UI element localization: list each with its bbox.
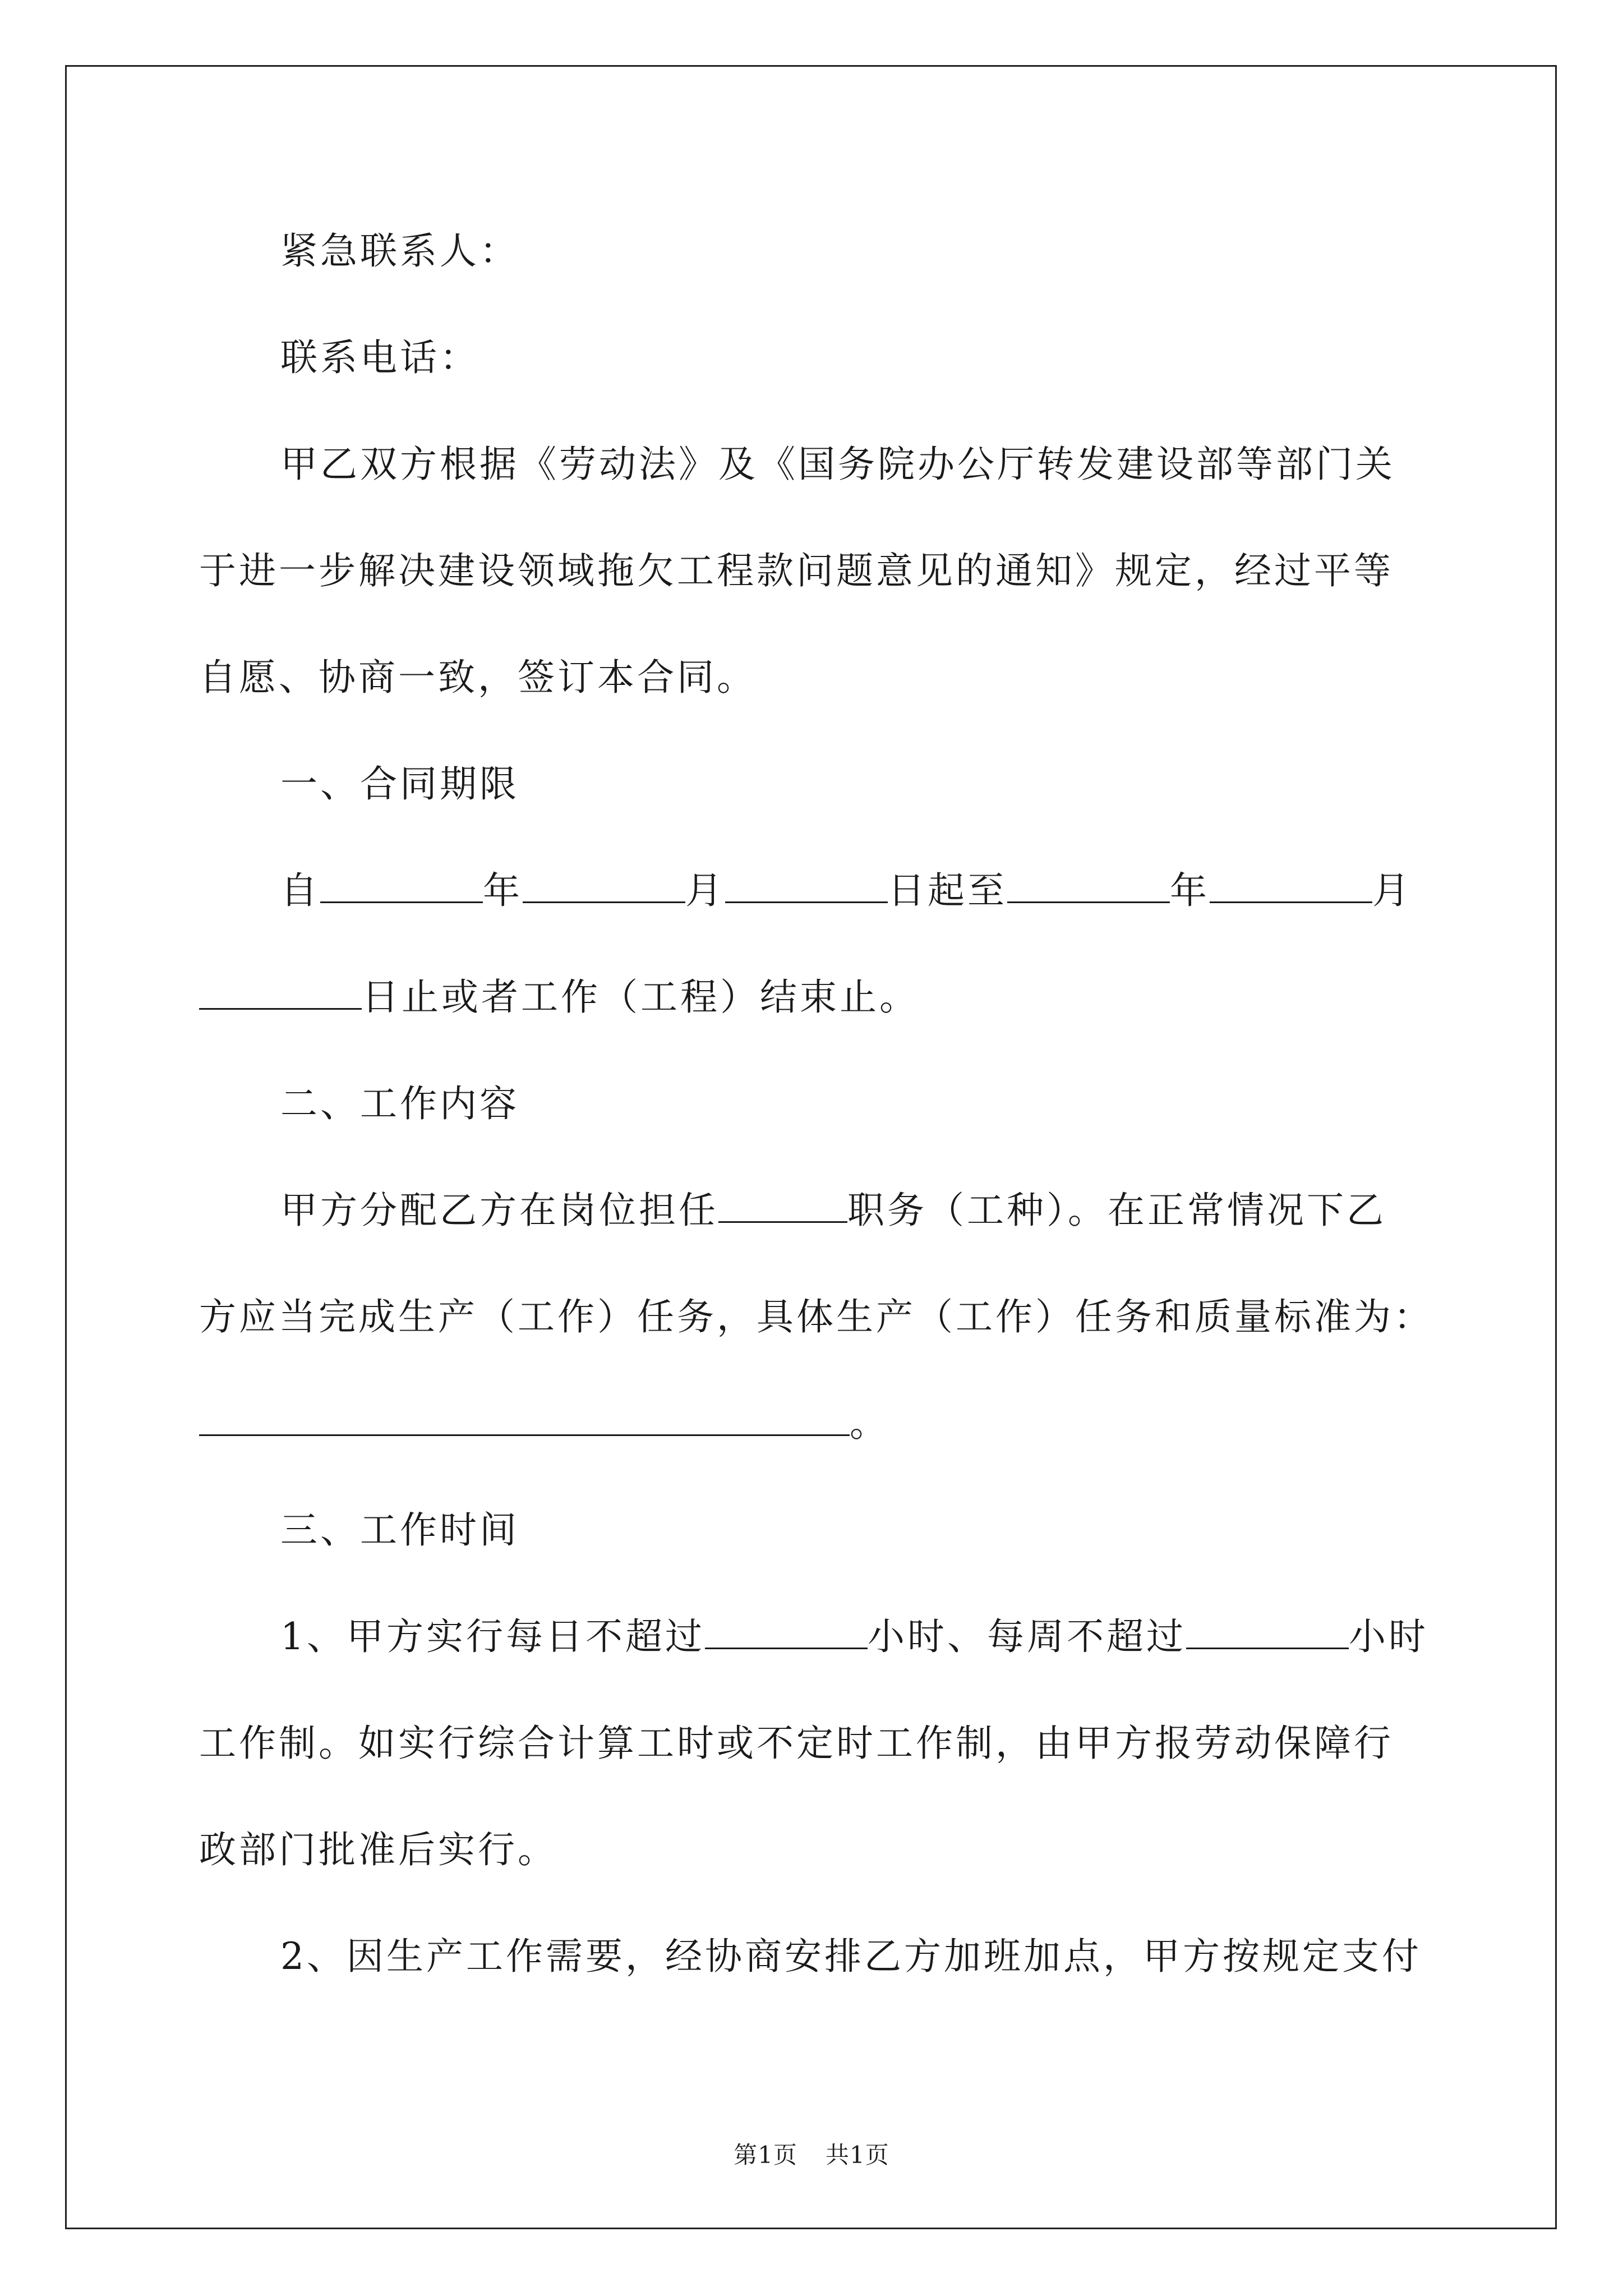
content-line-3: 。 <box>199 1396 889 1452</box>
emergency-contact-label: 紧急联系人： <box>280 229 519 273</box>
term-line-1: 自 年 月 日起至 年 月 <box>280 863 1412 919</box>
hours-line-3: 政部门批准后实行。 <box>199 1828 557 1871</box>
blank-start-month[interactable] <box>523 867 685 903</box>
section-heading-hours: 三、工作时间 <box>280 1508 519 1552</box>
hours-line-2: 工作制。如实行综合计算工时或不定时工作制，由甲方报劳动保障行 <box>199 1722 1394 1765</box>
blank-daily-hours[interactable] <box>705 1613 868 1649</box>
blank-start-year[interactable] <box>320 867 483 903</box>
blank-weekly-hours[interactable] <box>1186 1613 1349 1649</box>
contact-phone-line <box>280 330 479 386</box>
blank-end-day[interactable] <box>199 973 362 1010</box>
blank-end-month[interactable] <box>1210 867 1372 903</box>
hours-line-1: 1、甲方实行每日不超过 小时、每周不超过 小时 <box>280 1609 1428 1665</box>
overtime-line-1: 2、因生产工作需要，经协商安排乙方加班加点，甲方按规定支付 <box>280 1935 1422 1978</box>
preamble-line-1: 甲乙双方根据《劳动法》及《国务院办公厅转发建设部等部门关 <box>280 443 1395 486</box>
section-heading-content: 二、工作内容 <box>280 1082 519 1125</box>
term-line-2: 日止或者工作（工程）结束止。 <box>199 969 919 1025</box>
page-total: 共1页 <box>826 2141 889 2169</box>
content-line-1: 甲方分配乙方在岗位担任 职务（工种）。在正常情况下乙 <box>280 1182 1386 1239</box>
blank-start-day[interactable] <box>725 867 888 903</box>
page-number: 第1页 <box>734 2141 797 2169</box>
contact-phone-label: 联系电话： <box>280 336 479 379</box>
preamble-line-2: 于进一步解决建设领域拖欠工程款问题意见的通知》规定，经过平等 <box>199 549 1394 592</box>
blank-end-year[interactable] <box>1007 867 1170 903</box>
blank-job-title[interactable] <box>718 1186 847 1223</box>
preamble-line-3: 自愿、协商一致，签订本合同。 <box>199 656 757 699</box>
blank-quality-standard[interactable] <box>199 1400 850 1436</box>
page-footer <box>0 2138 1623 2172</box>
page-border <box>65 65 1557 2229</box>
content-line-2: 方应当完成生产（工作）任务，具体生产（工作）任务和质量标准为： <box>199 1295 1433 1338</box>
section-heading-term: 一、合同期限 <box>280 762 519 806</box>
emergency-contact-line <box>280 223 519 279</box>
